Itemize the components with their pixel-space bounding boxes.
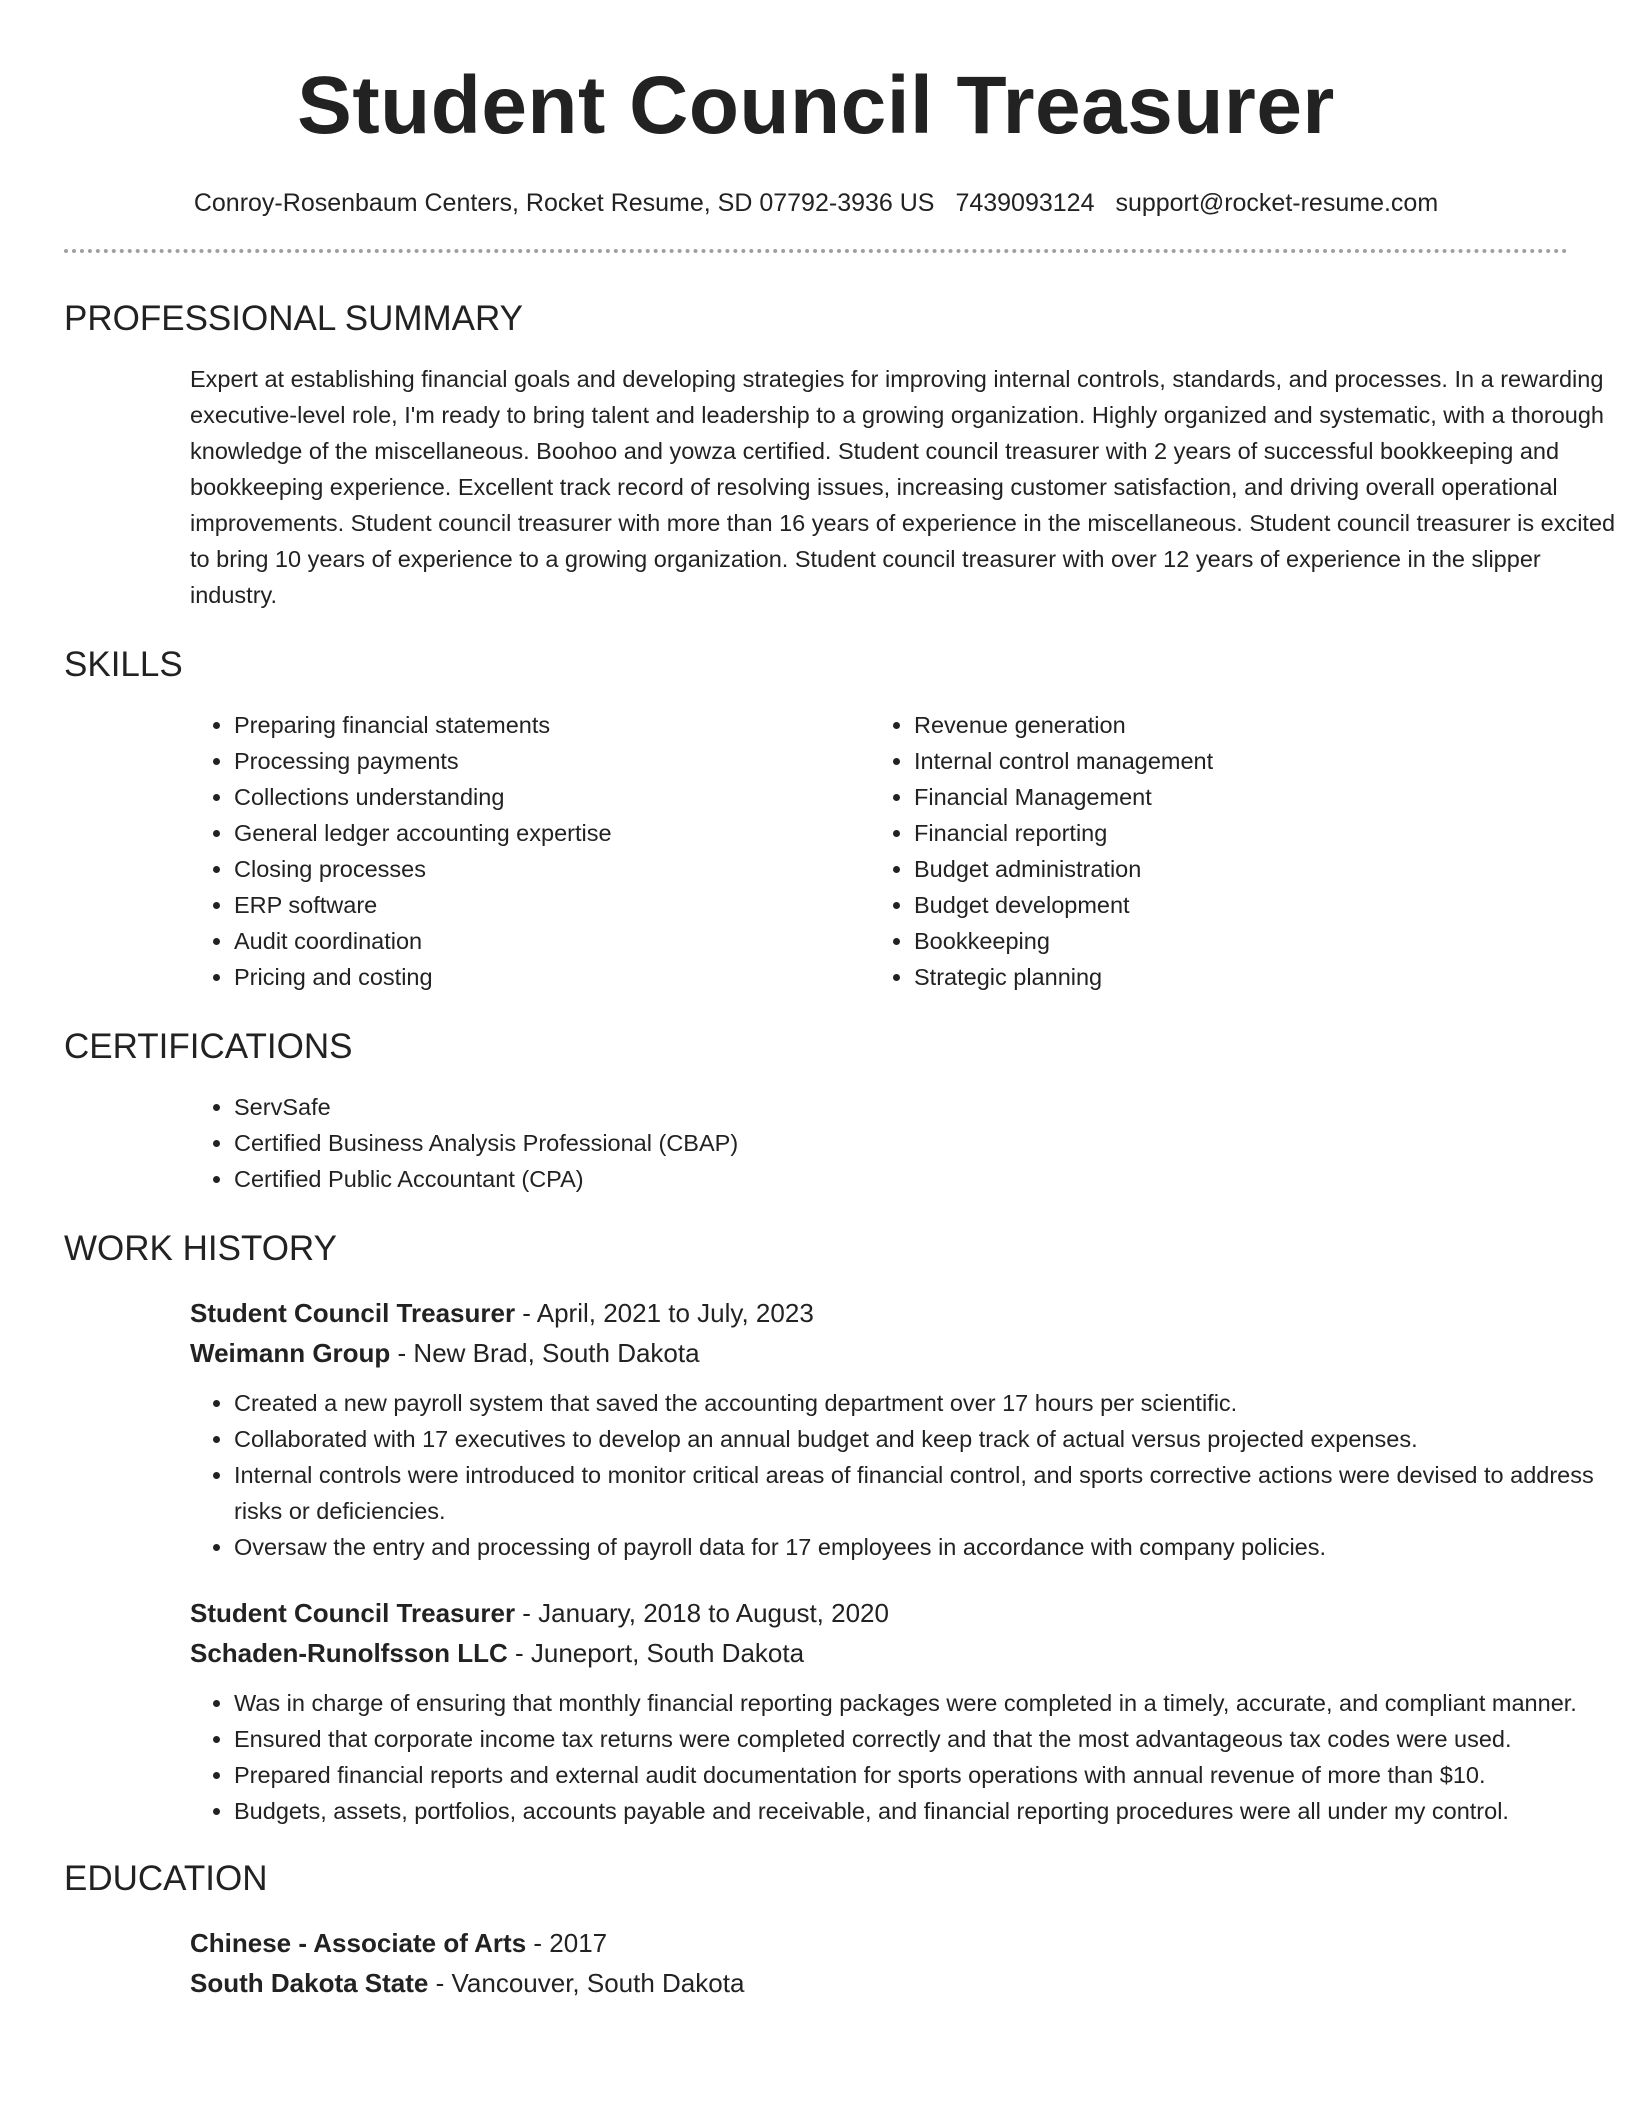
job-bullet: • Prepared financial reports and external audit documentation for sports operations with annual revenue of more than $10.	[234, 1757, 1630, 1793]
skill-item: • Strategic planning	[914, 959, 1550, 995]
work-history-title: WORK HISTORY	[64, 1229, 337, 1268]
skill-item: • Financial Management	[914, 779, 1550, 815]
job-bullets	[190, 1385, 1594, 1565]
job-bullet: • Budgets, assets, portfolios, accounts payable and receivable, and financial reporting procedures were all under my control.	[234, 1793, 1630, 1829]
summary-section	[64, 297, 1616, 613]
skill-item: • Closing processes	[234, 851, 870, 887]
education-entry	[190, 1923, 1568, 2003]
job-company: Schaden-Runolfsson LLC	[190, 1638, 508, 1668]
job-bullet: • Oversaw the entry and processing of payroll data for 17 employees in accordance with company policies.	[234, 1529, 1630, 1565]
certification-item: • Certified Business Analysis Professional (CBAP)	[234, 1125, 1568, 1161]
skill-item: • Budget administration	[914, 851, 1550, 887]
skill-item: • Processing payments	[234, 743, 870, 779]
contact-address: Conroy-Rosenbaum Centers, Rocket Resume, SD 07792-3936 US	[193, 189, 935, 217]
skill-item: • ERP software	[234, 887, 870, 923]
skill-item: • Audit coordination	[234, 923, 870, 959]
job-dates: - April, 2021 to July, 2023	[515, 1298, 814, 1328]
certifications-section	[64, 1025, 1568, 1197]
certifications-list	[190, 1089, 1568, 1197]
skill-item: • General ledger accounting expertise	[234, 815, 870, 851]
job-dates: - January, 2018 to August, 2020	[515, 1598, 889, 1628]
skill-item: • Internal control management	[914, 743, 1550, 779]
summary-text: Expert at establishing financial goals and developing strategies for improving internal controls, standards, and processes. In a rewarding executive-level role, I'm ready to bring talent and leadership to a growing organization. Highly organized and systematic, with a thorough knowledge of the miscellaneous. Boohoo and yowza certified. Student council treasurer with 2 years of successful bookkeeping and bookkeeping experience. Excellent track record of resolving issues, increasing customer satisfaction, and driving overall operational improvements. Student council treasurer with more than 16 years of experience in the miscellaneous. Student council treasurer is excited to bring 10 years of experience to a growing organization. Student council treasurer with over 12 years of experience in the slipper industry.	[190, 366, 1616, 608]
skill-item: • Bookkeeping	[914, 923, 1550, 959]
job-title-line	[190, 1293, 1568, 1333]
job-company-line	[190, 1633, 1568, 1673]
skill-item: • Preparing financial statements	[234, 707, 870, 743]
skills-section	[64, 643, 1568, 995]
contact-line	[64, 186, 1568, 220]
job-bullets	[190, 1685, 1577, 1829]
job-bullet: • Was in charge of ensuring that monthly financial reporting packages were completed in a timely, accurate, and compliant manner.	[234, 1685, 1630, 1721]
education-section	[64, 1857, 1568, 2003]
certification-item: • Certified Public Accountant (CPA)	[234, 1161, 1568, 1197]
job-company: Weimann Group	[190, 1338, 391, 1368]
job-bullet: • Internal controls were introduced to monitor critical areas of financial control, and sports corrective actions were devised to address risks or deficiencies.	[234, 1457, 1630, 1529]
skills-column-right	[870, 707, 1550, 995]
education-school: South Dakota State	[190, 1968, 429, 1998]
job-entry	[190, 1593, 1577, 1829]
contact-phone: 7439093124	[955, 189, 1095, 217]
education-degree-line	[190, 1923, 1568, 1963]
skill-item: • Financial reporting	[914, 815, 1550, 851]
skill-item: • Budget development	[914, 887, 1550, 923]
certification-item: • ServSafe	[234, 1089, 1568, 1125]
contact-email: support@rocket-resume.com	[1115, 189, 1439, 217]
skills-column-left	[190, 707, 870, 995]
job-location: - Juneport, South Dakota	[507, 1638, 805, 1668]
certifications-title: CERTIFICATIONS	[64, 1027, 353, 1066]
job-bullet: • Collaborated with 17 executives to develop an annual budget and keep track of actual versus projected expenses.	[234, 1421, 1630, 1457]
job-company-line	[190, 1333, 1568, 1373]
job-bullet: • Created a new payroll system that saved the accounting department over 17 hours per scientific.	[234, 1385, 1630, 1421]
education-degree: Chinese - Associate of Arts	[190, 1928, 527, 1958]
resume-name: Student Council Treasurer	[297, 60, 1335, 151]
job-location: - New Brad, South Dakota	[390, 1338, 700, 1368]
header-divider	[64, 249, 1568, 253]
work-history-section	[64, 1227, 1594, 1829]
job-bullet: • Ensured that corporate income tax returns were completed correctly and that the most advantageous tax codes were used.	[234, 1721, 1630, 1757]
education-school-line	[190, 1963, 1568, 2003]
job-entry	[190, 1293, 1594, 1565]
job-role: Student Council Treasurer	[190, 1298, 516, 1328]
job-title-line	[190, 1593, 1568, 1633]
summary-title: PROFESSIONAL SUMMARY	[64, 299, 523, 338]
skill-item: • Pricing and costing	[234, 959, 870, 995]
education-title: EDUCATION	[64, 1859, 268, 1898]
job-role: Student Council Treasurer	[190, 1598, 516, 1628]
skill-item: • Collections understanding	[234, 779, 870, 815]
education-year: - 2017	[526, 1928, 608, 1958]
skills-title: SKILLS	[64, 645, 183, 684]
skills-grid	[190, 707, 1568, 995]
skill-item: • Revenue generation	[914, 707, 1550, 743]
education-location: - Vancouver, South Dakota	[428, 1968, 745, 1998]
